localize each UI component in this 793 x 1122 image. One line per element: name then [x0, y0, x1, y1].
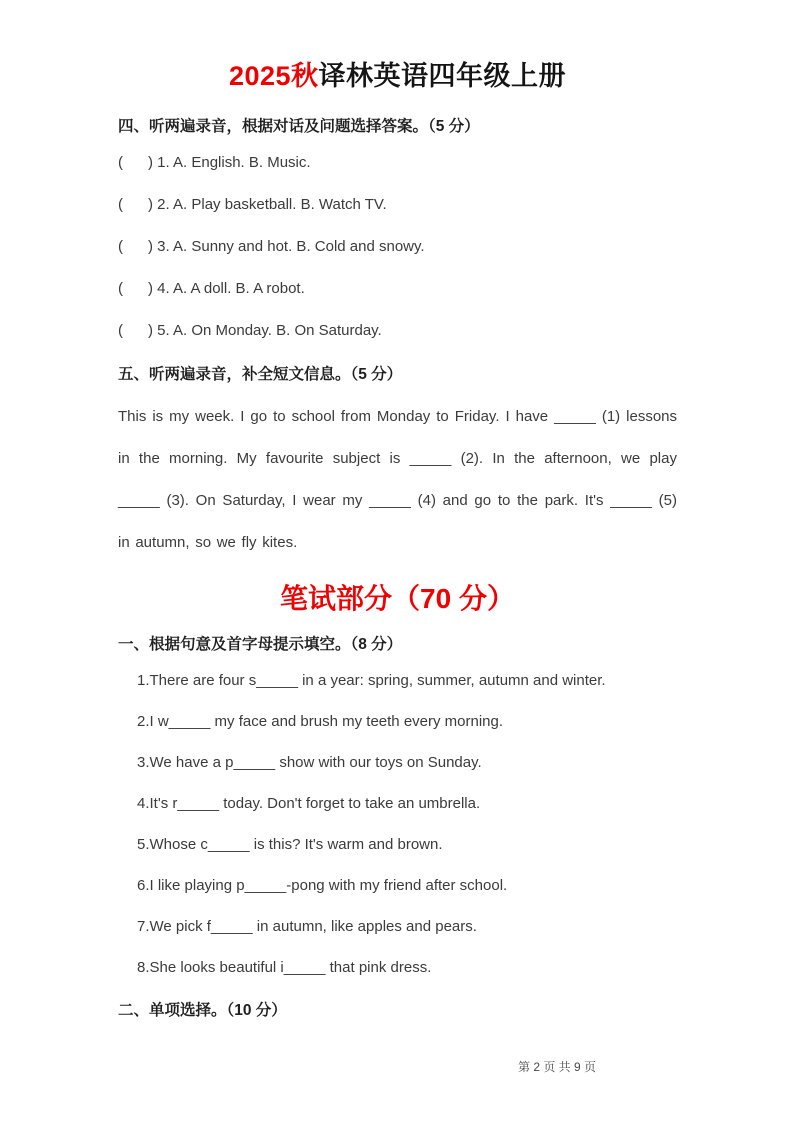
section-5-header: 五、听两遍录音，补全短文信息。（5 分） — [118, 366, 403, 383]
fill-blank-item-3: 3.We have a p_____ show with our toys on Sunday. — [137, 754, 482, 771]
fill-blank-item-8: 8.She looks beautiful i_____ that pink dress. — [137, 959, 432, 976]
page-title — [118, 56, 677, 96]
title-book-name: 译林英语四年级上册 — [318, 61, 567, 91]
section-4-header: 四、听两遍录音，根据对话及问题选择答案。（5 分） — [118, 118, 480, 135]
written-section-1-header: 一、根据句意及首字母提示填空。（8 分） — [118, 636, 403, 653]
title-year: 2025秋 — [228, 61, 319, 91]
fill-blank-item-1: 1.There are four s_____ in a year: spring, summer, autumn and winter. — [137, 672, 606, 689]
listening-choice-item-4: ( ) 4. A. A doll. B. A robot. — [118, 280, 305, 297]
listening-choice-item-1: ( ) 1. A. English. B. Music. — [118, 154, 311, 171]
page-footer: 第 2 页 共 9 页 — [518, 1060, 597, 1074]
cloze-passage: This is my week. I go to school from Monday to Friday. I have _____ (1) lessons in the morning. My favourite subject is _____ (2). In the afternoon, we play _____ (3). On Saturday, I wear my _____ (4) and go to the park. It's _____ (5) in autumn, so we fly kites. — [118, 408, 677, 551]
fill-blank-item-7: 7.We pick f_____ in autumn, like apples and pears. — [137, 918, 477, 935]
listening-choice-item-2: ( ) 2. A. Play basketball. B. Watch TV. — [118, 196, 387, 213]
fill-blank-item-6: 6.I like playing p_____-pong with my friend after school. — [137, 877, 508, 894]
listening-choice-item-5: ( ) 5. A. On Monday. B. On Saturday. — [118, 322, 382, 339]
fill-blank-item-2: 2.I w_____ my face and brush my teeth every morning. — [137, 713, 504, 730]
listening-choice-item-3: ( ) 3. A. Sunny and hot. B. Cold and snowy. — [118, 238, 425, 255]
written-part-title: 笔试部分（70 分） — [280, 583, 515, 614]
fill-blank-item-5: 5.Whose c_____ is this? It's warm and brown. — [137, 836, 443, 853]
written-section-2-header: 二、单项选择。（10 分） — [118, 1002, 287, 1019]
fill-blank-item-4: 4.It's r_____ today. Don't forget to take an umbrella. — [137, 795, 481, 812]
